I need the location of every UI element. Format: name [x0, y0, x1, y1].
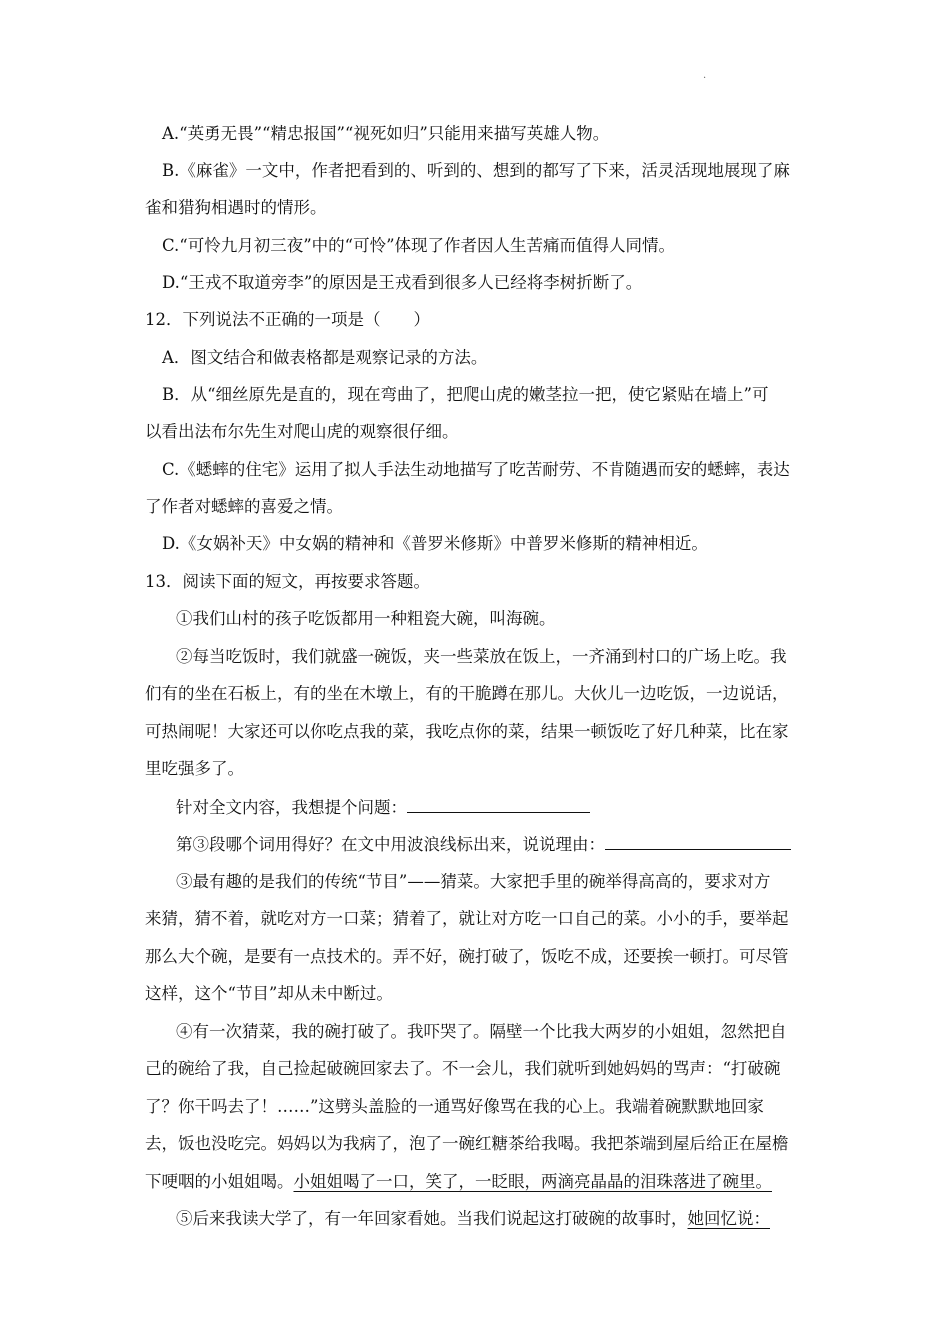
q13-task-word	[176, 833, 791, 856]
q13-task-word-label: 第③段哪个词用得好？在文中用波浪线标出来，说说理由：	[176, 835, 605, 854]
q13-paragraph-1: ①我们山村的孩子吃饭都用一种粗瓷大碗，叫海碗。	[176, 609, 556, 628]
reason-answer-blank[interactable]	[605, 833, 791, 850]
q13-paragraph-5	[176, 1208, 770, 1230]
q12-option-b-line1: B．从“细丝原先是直的，现在弯曲了，把爬山虎的嫩茎拉一把，使它紧贴在墙上”可	[162, 385, 769, 404]
q13-paragraph-3-line1: ③最有趣的是我们的传统“节目”——猜菜。大家把手里的碗举得高高的，要求对方	[176, 872, 771, 891]
q12-stem: 12．下列说法不正确的一项是（ ）	[145, 310, 430, 329]
q13-paragraph-4-line2: 己的碗给了我，自己捡起破碗回家去了。不一会儿，我们就听到她妈妈的骂声：“打破碗	[145, 1059, 781, 1078]
q13-paragraph-2-line2: 们有的坐在石板上，有的坐在木墩上，有的干脆蹲在那儿。大伙儿一边吃饭，一边说话，	[145, 684, 789, 703]
q11-option-b-line1: B.《麻雀》一文中，作者把看到的、听到的、想到的都写了下来，活灵活现地展现了麻	[162, 161, 790, 180]
q13-paragraph-3-line3: 那么大个碗，是要有一点技术的。弄不好，碗打破了，饭吃不成，还要挨一顿打。可尽管	[145, 947, 789, 966]
q12-option-d: D.《女娲补天》中女娲的精神和《普罗米修斯》中普罗米修斯的精神相近。	[162, 534, 708, 553]
q13-task-question-label: 针对全文内容，我想提个问题：	[176, 798, 407, 817]
q12-option-c-line2: 了作者对蟋蟀的喜爱之情。	[145, 497, 343, 516]
q13-paragraph-4-line4: 去，饭也没吃完。妈妈以为我病了，泡了一碗红糖茶给我喝。我把茶端到屋后给正在屋檐	[145, 1134, 789, 1153]
q13-paragraph-3-line2: 来猜，猜不着，就吃对方一口菜；猜着了，就让对方吃一口自己的菜。小小的手，要举起	[145, 909, 789, 928]
question-answer-blank[interactable]	[407, 796, 590, 813]
q13-task-question	[176, 796, 590, 819]
q11-option-c: C.“可怜九月初三夜”中的“可怜”体现了作者因人生苦痛而值得人同情。	[162, 236, 676, 255]
q11-option-a: A.“英勇无畏”“精忠报国”“视死如归”只能用来描写英雄人物。	[162, 124, 610, 143]
q13-paragraph-3-line4: 这样，这个“节目”却从未中断过。	[145, 984, 393, 1003]
underlined-sentence: 小姐姐喝了一口，笑了，一眨眼，两滴亮晶晶的泪珠落进了碗里。	[293, 1172, 772, 1191]
header-mark: .	[703, 70, 707, 81]
underlined-phrase: 她回忆说：	[687, 1209, 770, 1228]
q11-option-d: D.“王戎不取道旁李”的原因是王戎看到很多人已经将李树折断了。	[162, 273, 643, 292]
q12-option-c-line1: C.《蟋蟀的住宅》运用了拟人手法生动地描写了吃苦耐劳、不肯随遇而安的蟋蟀，表达	[162, 460, 790, 479]
q13-paragraph-4-line5	[145, 1171, 772, 1193]
q13-stem: 13．阅读下面的短文，再按要求答题。	[145, 572, 430, 591]
q13-paragraph-5-text: ⑤后来我读大学了，有一年回家看她。当我们说起这打破碗的故事时，	[176, 1209, 688, 1228]
q13-paragraph-2-line3: 可热闹呢！大家还可以你吃点我的菜，我吃点你的菜，结果一顿饭吃了好几种菜，比在家	[145, 722, 789, 741]
q13-paragraph-2-line4: 里吃强多了。	[145, 759, 244, 778]
q13-paragraph-4-line1: ④有一次猜菜，我的碗打破了。我吓哭了。隔壁一个比我大两岁的小姐姐，忽然把自	[176, 1022, 787, 1041]
q13-paragraph-4-line3: 了？你干吗去了！……”这劈头盖脸的一通骂好像骂在我的心上。我端着碗默默地回家	[145, 1097, 764, 1116]
q12-option-b-line2: 以看出法布尔先生对爬山虎的观察很仔细。	[145, 422, 459, 441]
q12-option-a: A．图文结合和做表格都是观察记录的方法。	[162, 348, 488, 367]
q13-paragraph-4-line5-text: 下哽咽的小姐姐喝。	[145, 1172, 294, 1191]
q11-option-b-line2: 雀和猎狗相遇时的情形。	[145, 198, 327, 217]
q13-paragraph-2-line1: ②每当吃饭时，我们就盛一碗饭，夹一些菜放在饭上，一齐涌到村口的广场上吃。我	[176, 647, 787, 666]
